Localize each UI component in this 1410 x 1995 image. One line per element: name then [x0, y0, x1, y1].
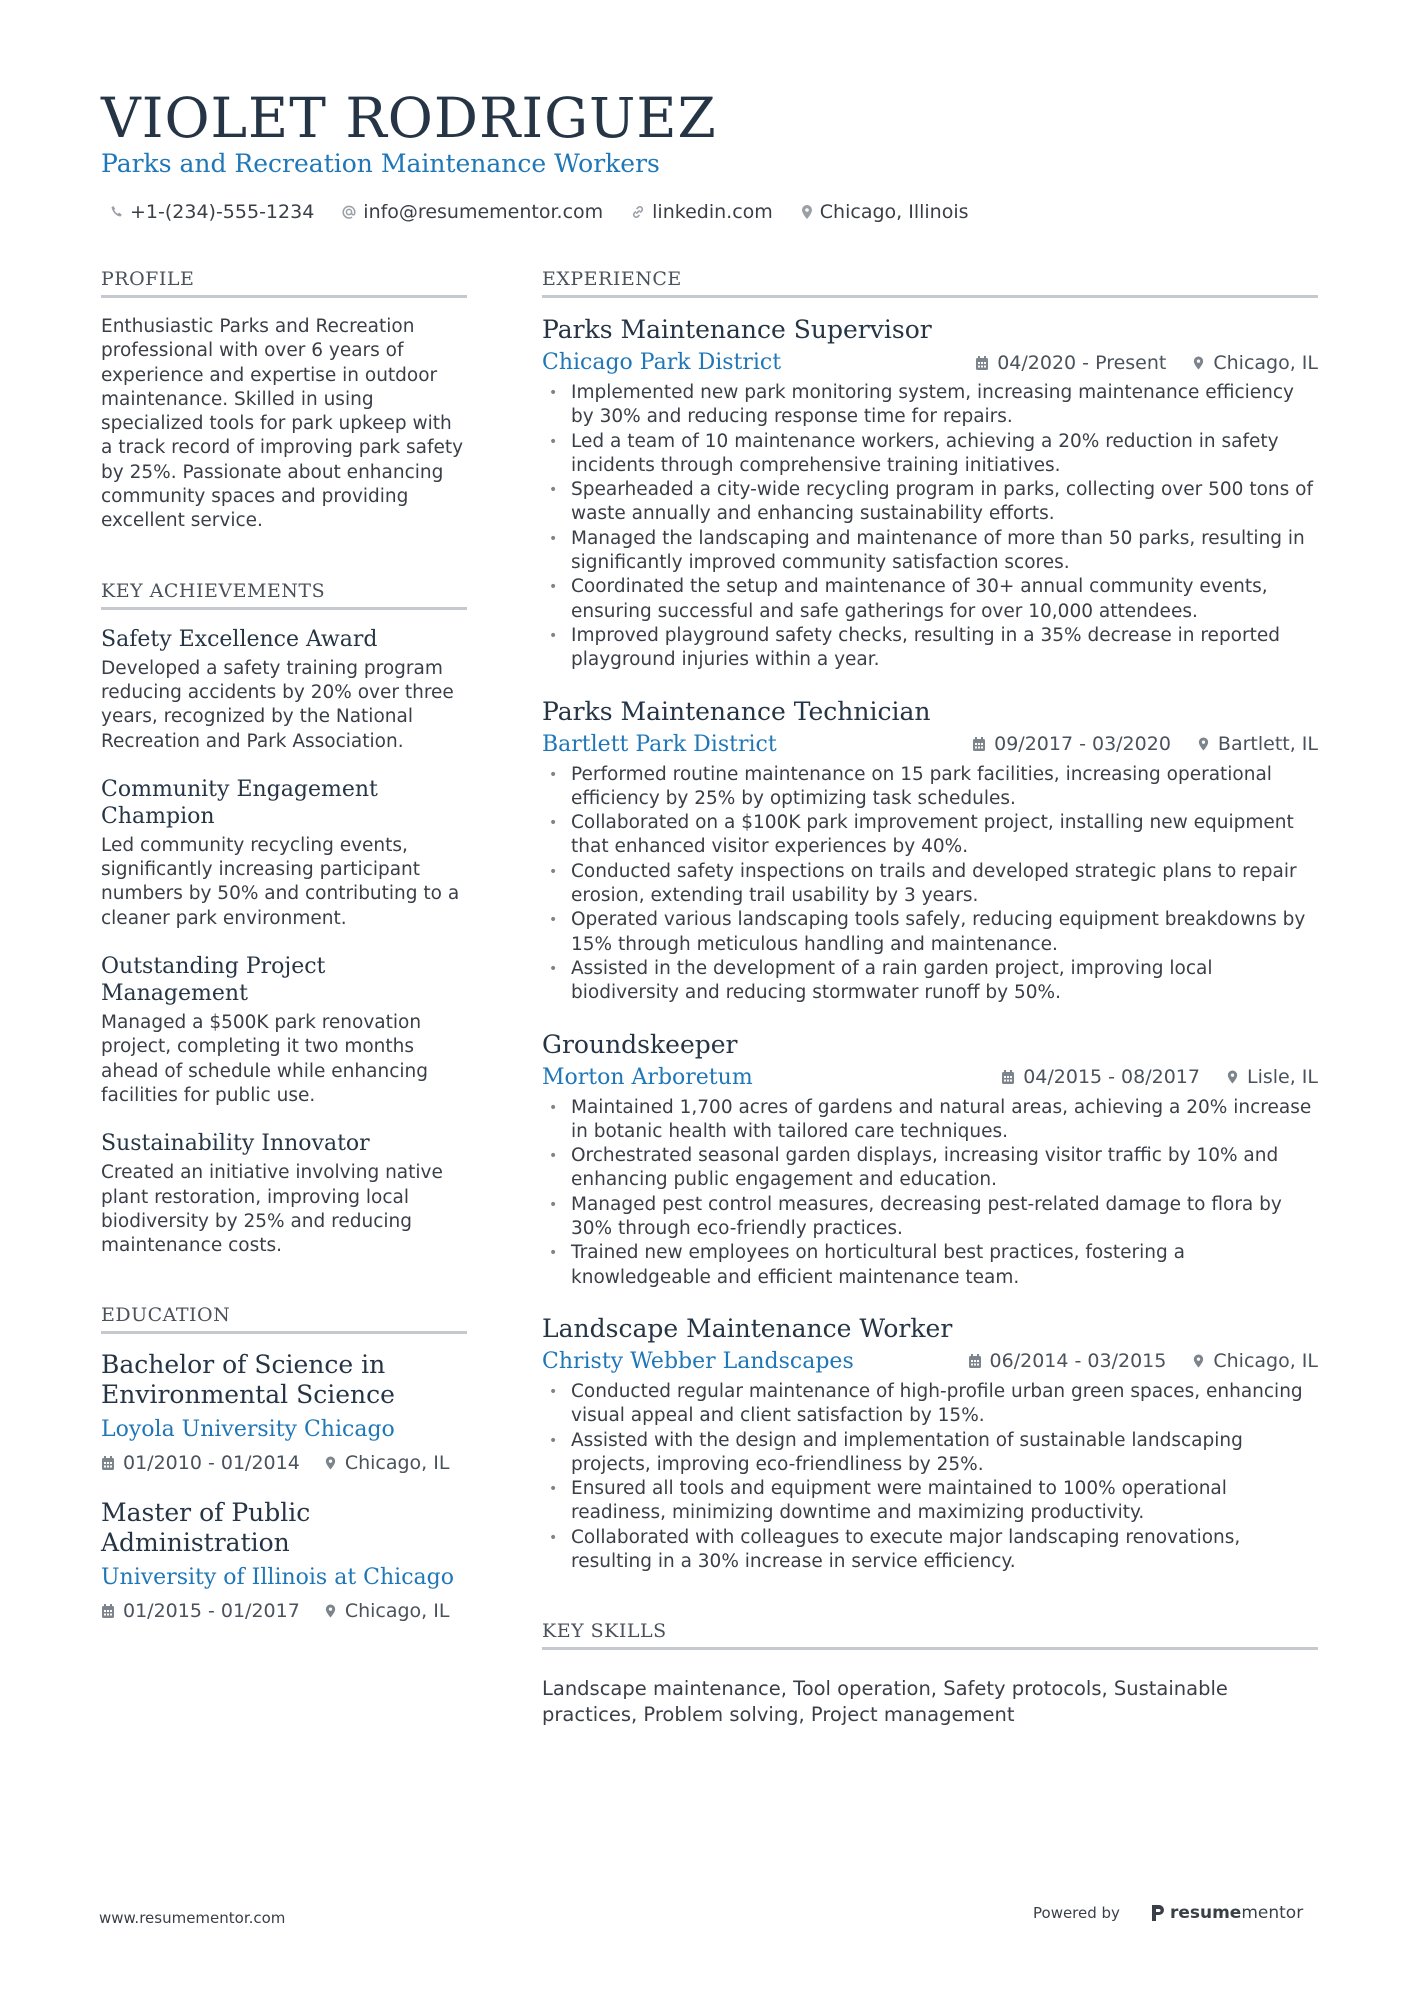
achievement-title: Community Engagement Champion [101, 776, 378, 829]
job-company: Morton Arboretum [542, 1064, 753, 1090]
experience-item [542, 697, 1318, 1006]
job-company: Bartlett Park District [542, 731, 777, 757]
job-title: Parks Maintenance Supervisor [542, 315, 932, 344]
right-column [542, 268, 1318, 1728]
achievement-title: Outstanding Project Management [101, 954, 326, 1007]
education-dates-text: 01/2010 - 01/2014 [123, 1452, 300, 1475]
job-bullet: • Implemented new park monitoring system, increasing maintenance efficiency by 30% and reducing response time for repairs. [542, 381, 1318, 430]
calendar-icon [975, 355, 989, 371]
location-text: Chicago, Illinois [819, 201, 969, 223]
skills-heading: KEY SKILLS [542, 1620, 1318, 1650]
job-location-text: Chicago, IL [1213, 351, 1318, 374]
job-bullet: • Conducted safety inspections on trails and developed strategic plans to repair erosion, extending trail usability by 3 years. [542, 860, 1318, 909]
job-bullets [542, 1380, 1318, 1574]
footer-powered [1033, 1903, 1303, 1923]
powered-by-text: Powered by [1033, 1904, 1120, 1922]
job-bullet: • Orchestrated seasonal garden displays, increasing visitor traffic by 10% and enhancing public engagement and education. [542, 1144, 1318, 1193]
job-bullet: • Maintained 1,700 acres of gardens and natural areas, achieving a 20% increase in botanic health with tailored care techniques. [542, 1096, 1318, 1145]
brand-light: mentor [1241, 1903, 1304, 1923]
job-dates [972, 733, 1171, 755]
achievement-item [101, 953, 467, 1108]
location-pin-icon [1226, 1069, 1239, 1085]
job-bullet: • Assisted with the design and implementation of sustainable landscaping projects, improving eco-friendliness by 25%. [542, 1429, 1318, 1478]
calendar-icon [968, 1353, 982, 1369]
education-location-text: Chicago, IL [344, 1600, 450, 1623]
education-heading: EDUCATION [101, 1304, 467, 1334]
job-bullet: • Managed pest control measures, decreasing pest-related damage to flora by 30% through eco-friendly practices. [542, 1193, 1318, 1242]
job-title: Parks Maintenance Technician [542, 696, 931, 726]
education-school: Loyola University Chicago [101, 1417, 395, 1443]
location-pin-icon [1192, 355, 1205, 371]
achievement-text: Led community recycling events, significantly increasing participant numbers by 50% and contributing to a cleaner park environment. [101, 834, 460, 929]
job-bullet: • Ensured all tools and equipment were maintained to 100% operational readiness, minimizing downtime and maximizing productivity. [542, 1477, 1318, 1526]
job-meta [968, 1350, 1318, 1372]
skills-text: Landscape maintenance, Tool operation, Safety protocols, Sustainable practices, Problem solving, Project management [542, 1677, 1228, 1727]
job-dates [1001, 1066, 1200, 1088]
job-bullet: • Trained new employees on horticultural best practices, fostering a knowledgeable and efficient maintenance team. [542, 1241, 1318, 1290]
education-item [101, 1498, 467, 1622]
job-location [1226, 1066, 1318, 1088]
education-dates [101, 1452, 300, 1474]
job-company: Christy Webber Landscapes [542, 1348, 854, 1374]
achievement-text: Managed a $500K park renovation project, completing it two months ahead of schedule while enhancing facilities for public use. [101, 1012, 428, 1106]
location-pin-icon [1197, 736, 1210, 752]
calendar-icon [101, 1455, 115, 1471]
job-row [542, 350, 1318, 375]
calendar-icon [1001, 1069, 1015, 1085]
calendar-icon [972, 736, 986, 752]
experience-list [542, 315, 1318, 1574]
achievement-title: Safety Excellence Award [101, 626, 378, 652]
job-row [542, 1349, 1318, 1374]
education-dates-text: 01/2015 - 01/2017 [123, 1600, 300, 1623]
education-item [101, 1350, 467, 1474]
at-icon [341, 204, 357, 220]
job-meta [972, 733, 1318, 755]
brand-logo[interactable] [1150, 1903, 1303, 1923]
skills-section [542, 1620, 1318, 1728]
experience-item [542, 1030, 1318, 1290]
job-dates-text: 09/2017 - 03/2020 [994, 733, 1171, 756]
job-bullets [542, 381, 1318, 673]
location-pin-icon [324, 1603, 337, 1619]
education-degree: Bachelor of Science in Environmental Science [101, 1350, 395, 1410]
phone-text: +1-(234)-555-1234 [130, 201, 315, 223]
profile-text: Enthusiastic Parks and Recreation professional with over 6 years of experience and expertise in outdoor maintenance. Skilled in using specialized tools for park upkeep with a track record of improving park safety by 25%. Passionate about enhancing community spaces and providing excellent service. [101, 316, 464, 532]
job-location [1192, 352, 1318, 374]
achievement-item [101, 626, 467, 754]
job-bullet: • Operated various landscaping tools safely, reducing equipment breakdowns by 15% through meticulous handling and maintenance. [542, 908, 1318, 957]
education-location-text: Chicago, IL [344, 1452, 450, 1475]
profile-heading: PROFILE [101, 268, 467, 298]
location-pin-icon [1192, 1353, 1205, 1369]
experience-item [542, 315, 1318, 673]
contact-bar [110, 201, 996, 223]
achievement-text: Developed a safety training program reducing accidents by 20% over three years, recognized by the National Recreation and Park Association. [101, 657, 454, 752]
job-title: Landscape Maintenance Worker [542, 1313, 953, 1343]
achievement-item [101, 776, 467, 931]
footer-website[interactable]: www.resumementor.com [99, 1909, 286, 1927]
job-row [542, 732, 1318, 757]
calendar-icon [101, 1603, 115, 1619]
education-meta [101, 1600, 467, 1622]
achievement-item [101, 1130, 467, 1258]
candidate-name: VIOLET RODRIGUEZ [101, 86, 717, 150]
job-location-text: Lisle, IL [1247, 1066, 1318, 1089]
job-location-text: Bartlett, IL [1217, 733, 1318, 756]
job-row [542, 1065, 1318, 1090]
job-dates-text: 06/2014 - 03/2015 [989, 1350, 1167, 1373]
job-bullet: • Coordinated the setup and maintenance of 30+ annual community events, ensuring successful and safe gatherings for over 10,000 attendees. [542, 575, 1318, 624]
achievements-heading: KEY ACHIEVEMENTS [101, 580, 467, 610]
job-bullet: • Conducted regular maintenance of high-profile urban green spaces, enhancing visual appeal and client satisfaction by 15%. [542, 1380, 1318, 1429]
education-meta [101, 1452, 467, 1474]
contact-email[interactable] [341, 201, 603, 223]
job-bullets [542, 763, 1318, 1006]
job-bullets [542, 1096, 1318, 1290]
education-location [324, 1452, 450, 1474]
job-role-title: Parks and Recreation Maintenance Workers [101, 149, 660, 178]
resumementor-logo-icon [1150, 1903, 1166, 1923]
job-location [1197, 733, 1318, 755]
job-bullet: • Collaborated on a $100K park improvement project, installing new equipment that enhanced visitor experiences by 40%. [542, 811, 1318, 860]
location-pin-icon [800, 204, 814, 220]
job-dates-text: 04/2020 - Present [997, 351, 1167, 374]
job-dates [975, 352, 1166, 374]
job-bullet: • Performed routine maintenance on 15 park facilities, increasing operational efficiency by 25% by optimizing task schedules. [542, 763, 1318, 812]
email-text: info@resumementor.com [363, 201, 604, 223]
experience-heading: EXPERIENCE [542, 268, 1318, 298]
job-bullet: • Assisted in the development of a rain garden project, improving local biodiversity and reducing stormwater runoff by 50%. [542, 957, 1318, 1006]
job-company: Chicago Park District [542, 350, 782, 375]
education-section [101, 1304, 467, 1622]
left-column [101, 268, 467, 1622]
education-school: University of Illinois at Chicago [101, 1565, 454, 1591]
contact-phone[interactable] [110, 201, 314, 223]
linkedin-text: linkedin.com [652, 201, 773, 223]
contact-location [800, 201, 969, 223]
education-degree: Master of Public Administration [101, 1498, 311, 1558]
job-dates-text: 04/2015 - 08/2017 [1023, 1066, 1200, 1089]
experience-item [542, 1314, 1318, 1574]
achievement-title: Sustainability Innovator [101, 1131, 370, 1157]
contact-linkedin[interactable] [630, 201, 773, 223]
job-meta [975, 352, 1318, 374]
job-dates [968, 1350, 1167, 1372]
job-bullet: • Spearheaded a city-wide recycling program in parks, collecting over 500 tons of waste annually and enhancing sustainability efforts. [542, 478, 1318, 527]
achievements-section [101, 580, 467, 1259]
link-icon [630, 204, 646, 220]
job-location [1192, 1350, 1318, 1372]
brand-bold: resume [1169, 1903, 1242, 1923]
job-bullet: • Improved playground safety checks, resulting in a 35% decrease in reported playground injuries within a year. [542, 624, 1318, 673]
job-location-text: Chicago, IL [1213, 1350, 1318, 1373]
education-dates [101, 1600, 300, 1622]
location-pin-icon [324, 1455, 337, 1471]
job-bullet: • Collaborated with colleagues to execute major landscaping renovations, resulting in a 30% increase in service efficiency. [542, 1526, 1318, 1575]
profile-section [101, 268, 467, 534]
job-meta [1001, 1066, 1318, 1088]
education-location [324, 1600, 450, 1622]
job-bullet: • Led a team of 10 maintenance workers, achieving a 20% reduction in safety incidents through comprehensive training initiatives. [542, 430, 1318, 479]
phone-icon [110, 205, 124, 219]
job-bullet: • Managed the landscaping and maintenance of more than 50 parks, resulting in significantly improved community satisfaction scores. [542, 527, 1318, 576]
job-title: Groundskeeper [542, 1029, 738, 1059]
achievement-text: Created an initiative involving native plant restoration, improving local biodiversity by 25% and reducing maintenance costs. [101, 1162, 443, 1257]
